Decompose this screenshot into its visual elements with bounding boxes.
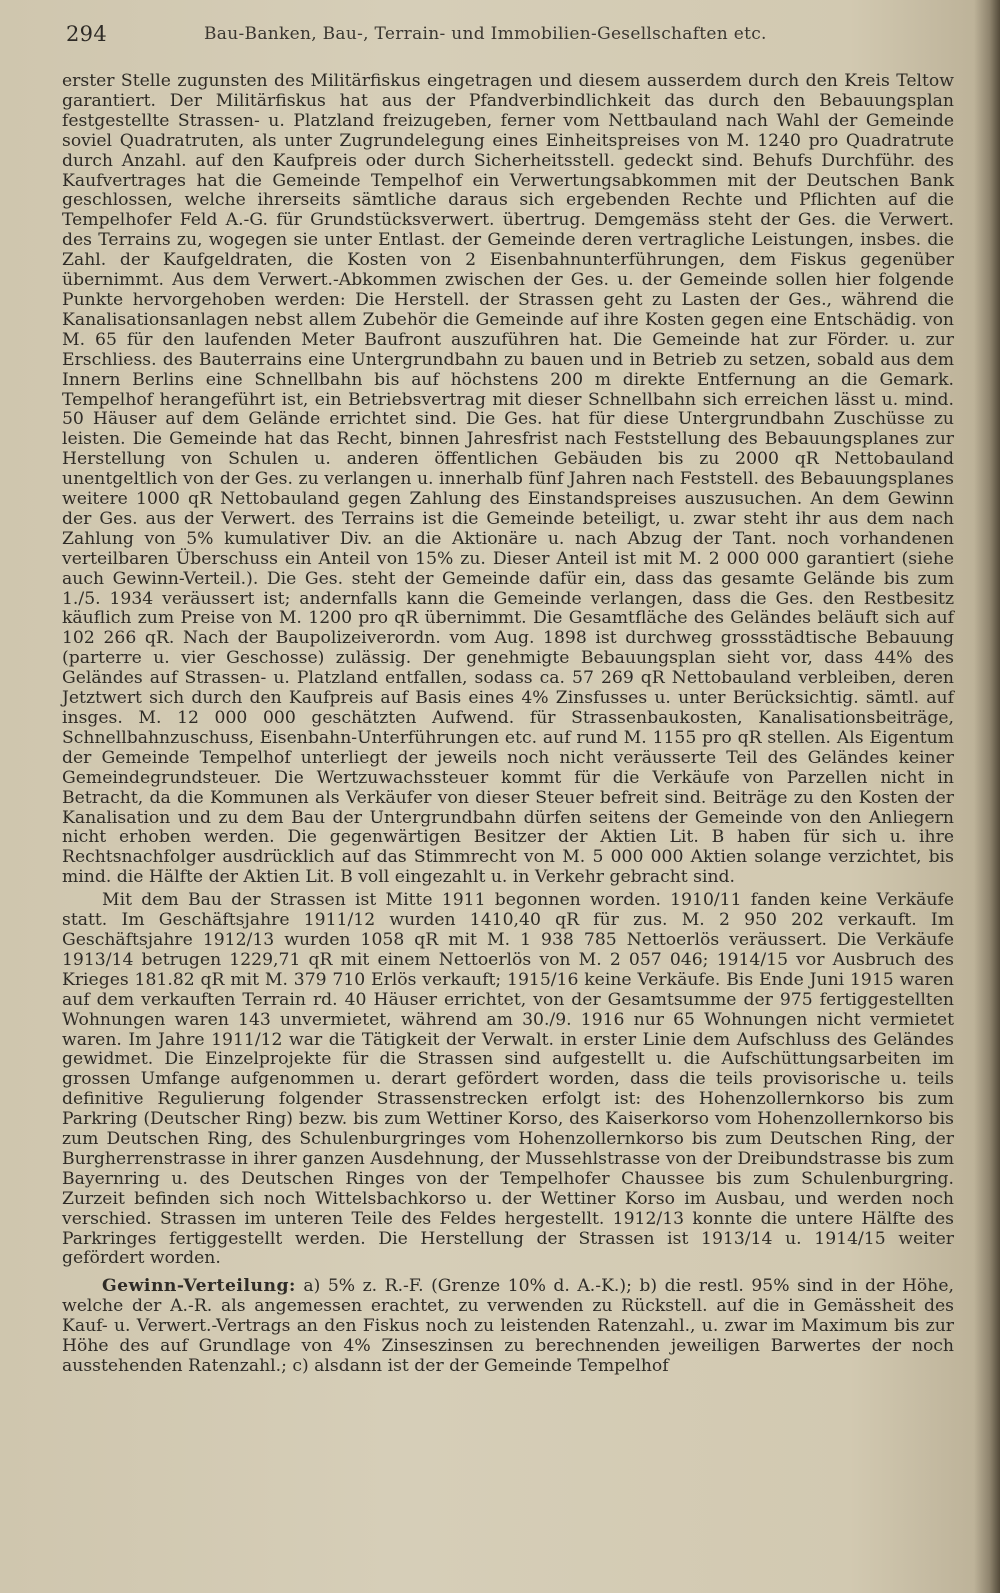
page-header: [66, 22, 946, 50]
body-text: [62, 72, 954, 1377]
page-edge-shadow: [974, 0, 1000, 1593]
profit-distribution-text: a) 5% z. R.-F. (Grenze 10% d. A.-K.); b) die restl. 95% sind in der Höhe, welche der A.-R. als angemessen erachtet, zu verwenden zu Rückstell. auf die in Gemässheit des Kauf- u. Verwert.-Vertrags an den Fiskus noch zu leistenden Ratenzahl., u. zwar im Maximum bis zur Höhe des auf Grundlage von 4% Zinseszinsen zu berechnenden jeweiligen Barwertes der noch ausstehenden Ratenzahl.; c) alsdann ist der der Gemeinde Tempelhof: [62, 1276, 954, 1376]
paragraph-profit-distribution: [62, 1277, 954, 1377]
profit-distribution-label: Gewinn-Verteilung:: [102, 1276, 296, 1297]
paragraph-contract-terms: erster Stelle zugunsten des Militärfiskus eingetragen und diesem ausserdem durch den Kreis Teltow garantiert. Der Militärfiskus hat aus der Pfandverbindlichkeit das durch den Bebauungsplan festgestellte Strassen- u. Platzland freizugeben, ferner vom Nettbauland nach Wahl der Gemeinde soviel Quadratruten, als unter Zugrundelegung eines Einheitspreises von M. 1240 pro Quadratrute durch Anzahl. auf den Kaufpreis oder durch Sicherheitsstell. gedeckt sind. Behufs Durchführ. des Kaufvertrages hat die Gemeinde Tempelhof ein Verwertungsabkommen mit der Deutschen Bank geschlossen, welche ihrerseits sämtliche daraus sich ergebenden Rechte und Pflichten auf die Tempelhofer Feld A.-G. für Grundstücksverwert. übertrug. Demgemäss steht der Ges. die Verwert. des Terrains zu, wogegen sie unter Entlast. der Gemeinde deren vertragliche Leistungen, insbes. die Zahl. der Kaufgeldraten, die Kosten von 2 Eisenbahnunterführungen, dem Fiskus gegenüber übernimmt. Aus dem Verwert.-Abkommen zwischen der Ges. u. der Gemeinde sollen hier folgende Punkte hervorgehoben werden: Die Herstell. der Strassen geht zu Lasten der Ges., während die Kanalisationsanlagen nebst allem Zubehör die Gemeinde auf ihre Kosten gegen eine Entschädig. von M. 65 für den laufenden Meter Baufront auszuführen hat. Die Gemeinde hat zur Förder. u. zur Erschliess. des Bauterrains eine Untergrundbahn zu bauen und in Betrieb zu setzen, sobald aus dem Innern Berlins eine Schnellbahn bis auf höchstens 200 m direkte Entfernung an die Gemark. Tempelhof herangeführt ist, ein Betriebsvertrag mit dieser Schnellbahn sich erreichen lässt u. mind. 50 Häuser auf dem Gelände errichtet sind. Die Ges. hat für diese Untergrundbahn Zuschüsse zu leisten. Die Gemeinde hat das Recht, binnen Jahresfrist nach Feststellung des Bebauungsplanes zur Herstellung von Schulen u. anderen öffentlichen Gebäuden bis zu 2000 qR Nettobauland unentgeltlich von der Ges. zu verlangen u. innerhalb fünf Jahren nach Feststell. des Bebauungsplanes weitere 1000 qR Nettobauland gegen Zahlung des Einstandspreises auszusuchen. An dem Gewinn der Ges. aus der Verwert. des Terrains ist die Gemeinde beteiligt, u. zwar steht ihr aus dem nach Zahlung von 5% kumulativer Div. an die Aktionäre u. nach Abzug der Tant. noch vorhandenen verteilbaren Überschuss ein Anteil von 15% zu. Dieser Anteil ist mit M. 2 000 000 garantiert (siehe auch Gewinn-Verteil.). Die Ges. steht der Gemeinde dafür ein, dass das gesamte Gelände bis zum 1./5. 1934 veräussert ist; andernfalls kann die Gemeinde verlangen, dass die Ges. den Restbesitz käuflich zum Preise von M. 1200 pro qR übernimmt. Die Gesamtfläche des Geländes beläuft sich auf 102 266 qR. Nach der Baupolizeiverordn. vom Aug. 1898 ist durchweg grossstädtische Bebauung (parterre u. vier Geschosse) zulässig. Der genehmigte Bebauungsplan sieht vor, dass 44% des Geländes auf Strassen- u. Platzland entfallen, sodass ca. 57 269 qR Nettobauland verbleiben, deren Jetztwert sich durch den Kaufpreis auf Basis eines 4% Zinsfusses u. unter Berücksichtig. sämtl. auf insges. M. 12 000 000 geschätzten Aufwend. für Strassenbaukosten, Kanalisationsbeiträge, Schnellbahnzuschuss, Eisenbahn-Unterführungen etc. auf rund M. 1155 pro qR stellen. Als Eigentum der Gemeinde Tempelhof unterliegt der jeweils noch nicht veräusserte Teil des Geländes keiner Gemeindegrundsteuer. Die Wertzuwachssteuer kommt für die Verkäufe von Parzellen nicht in Betracht, da die Kommunen als Verkäufer von dieser Steuer befreit sind. Beiträge zu den Kosten der Kanalisation und zu dem Bau der Untergrundbahn dürfen seitens der Gemeinde von den Anliegern nicht erhoben werden. Die gegenwärtigen Besitzer der Aktien Lit. B haben für sich u. ihre Rechtsnachfolger ausdrücklich auf das Stimmrecht von M. 5 000 000 Aktien solange verzichtet, bis mind. die Hälfte der Aktien Lit. B voll eingezahlt u. in Verkehr gebracht sind.: [62, 71, 954, 888]
page-number: 294: [66, 22, 107, 46]
paragraph-sales-history: Mit dem Bau der Strassen ist Mitte 1911 begonnen worden. 1910/11 fanden keine Verkäufe statt. Im Geschäftsjahre 1911/12 wurden 1410,40 qR für zus. M. 2 950 202 verkauft. Im Geschäftsjahre 1912/13 wurden 1058 qR mit M. 1 938 785 Nettoerlös veräussert. Die Verkäufe 1913/14 betrugen 1229,71 qR mit einem Nettoerlös von M. 2 057 046; 1914/15 vor Ausbruch des Krieges 181.82 qR mit M. 379 710 Erlös verkauft; 1915/16 keine Verkäufe. Bis Ende Juni 1915 waren auf dem verkauften Terrain rd. 40 Häuser errichtet, von der Gesamtsumme der 975 fertiggestellten Wohnungen waren 143 unvermietet, während am 30./9. 1916 nur 65 Wohnungen nicht vermietet waren. Im Jahre 1911/12 war die Tätigkeit der Verwalt. in erster Linie dem Aufschluss des Geländes gewidmet. Die Einzelprojekte für die Strassen sind aufgestellt u. die Aufschüttungsarbeiten im grossen Umfange aufgenommen u. derart gefördert worden, dass die teils provisorische u. teils definitive Regulierung folgender Strassenstrecken erfolgt ist: des Hohenzollernkorso bis zum Parkring (Deutscher Ring) bezw. bis zum Wettiner Korso, des Kaiserkorso vom Hohenzollernkorso bis zum Deutschen Ring, des Schulenburgringes vom Hohenzollernkorso bis zum Deutschen Ring, der Burgherrenstrasse in ihrer ganzen Ausdehnung, der Mussehlstrasse von der Dreibundstrasse bis zum Bayernring u. des Deutschen Ringes von der Tempelhofer Chaussee bis zum Schulenburgring. Zurzeit befinden sich noch Wittelsbachkorso u. der Wettiner Korso im Ausbau, und werden noch verschied. Strassen im unteren Teile des Feldes hergestellt. 1912/13 konnte die untere Hälfte des Parkringes fertiggestellt werden. Die Herstellung der Strassen ist 1913/14 u. 1914/15 weiter gefördert worden.: [62, 890, 954, 1269]
running-title: Bau-Banken, Bau-, Terrain- und Immobilien-Gesellschaften etc.: [204, 24, 767, 44]
